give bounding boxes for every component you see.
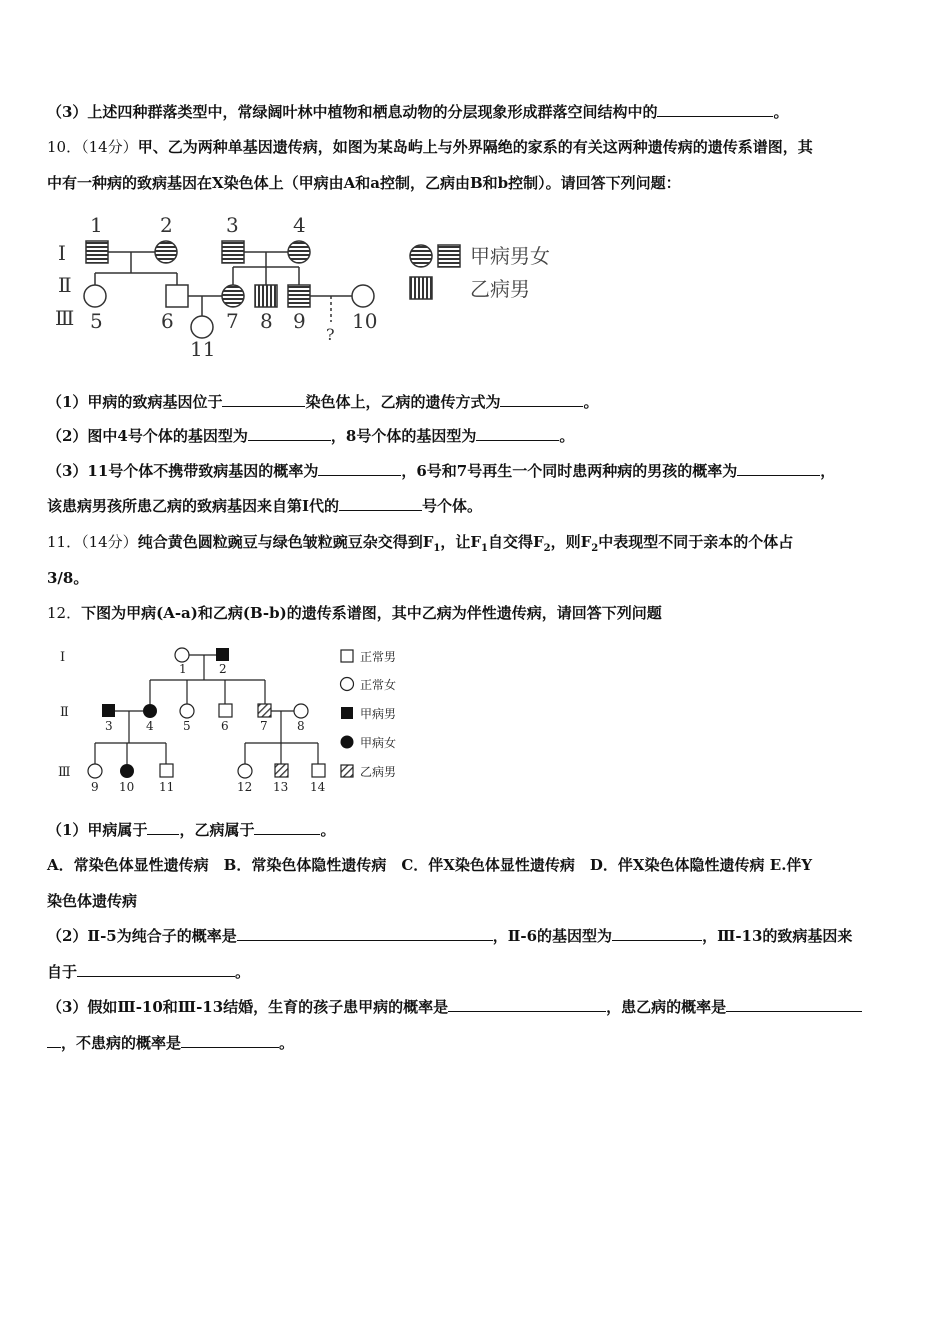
individual-id: 7 [260, 719, 268, 733]
answer-blank-continued[interactable] [47, 1033, 61, 1048]
individual-id: 11 [190, 337, 216, 361]
legend-label: 甲病女 [360, 736, 397, 750]
individual-id: 9 [293, 309, 306, 333]
q12-options-line2: 染色体遗传病 [47, 892, 138, 910]
individual-7-jia-female [222, 285, 244, 307]
individual-1-normal-female [175, 648, 189, 662]
answer-blank[interactable] [181, 1033, 279, 1048]
generation-label: Ⅰ [58, 241, 66, 265]
individual-5-normal-female [84, 285, 106, 307]
individual-10-jia-female [120, 764, 134, 778]
individual-id: 5 [90, 309, 103, 333]
q12-part3-line2: ，不患病的概率是 。 [47, 1033, 294, 1053]
individual-id: 8 [297, 719, 305, 733]
legend-normal-male-symbol [341, 650, 353, 662]
individual-6-normal-male [166, 285, 188, 307]
individual-id: 2 [219, 662, 227, 676]
individual-7-yi-male [258, 704, 271, 717]
q12-part1-line: （1）甲病属于 ，乙病属于 。 [47, 821, 336, 839]
individual-id: 1 [90, 213, 103, 237]
answer-blank[interactable] [657, 102, 773, 117]
generation-label: Ⅰ [60, 650, 66, 665]
answer-blank[interactable] [248, 426, 331, 441]
legend-normal-female-symbol [341, 678, 354, 691]
individual-id: 7 [226, 309, 239, 333]
q12-part2-line2: 自于 。 [47, 963, 251, 981]
individual-4-jia-female [143, 704, 157, 718]
individual-id: 10 [119, 780, 135, 794]
q11-line2: 3/8。 [47, 569, 89, 587]
individual-14-normal-male [312, 764, 325, 777]
unknown-child-mark: ? [326, 325, 335, 344]
generation-label: Ⅲ [55, 306, 75, 330]
q10-part3-line2: 该患病男孩所患乙病的致病基因来自第Ⅰ代的 号个体。 [47, 497, 483, 515]
q10-intro-line2: 中有一种病的致病基因在X染色体上（甲病由A和a控制，乙病由B和b控制）。请回答下列问题： [47, 174, 681, 192]
q10-part1-line: （1）甲病的致病基因位于 染色体上，乙病的遗传方式为 。 [47, 393, 599, 411]
individual-id: 4 [293, 213, 306, 237]
individual-11-normal-female [191, 316, 213, 338]
individual-11-normal-male [160, 764, 173, 777]
individual-id: 4 [146, 719, 154, 733]
legend-jia-female-symbol [410, 245, 432, 267]
individual-8-normal-female [294, 704, 308, 718]
individual-10-normal-female [352, 285, 374, 307]
q10-part2-line: （2）图中4号个体的基因型为 ，8号个体的基因型为 。 [47, 427, 575, 445]
individual-id: 3 [226, 213, 239, 237]
q11-line1: 11．（14分）纯合黄色圆粒豌豆与绿色皱粒豌豆杂交得到$F_1$，让$F_1$自交得$F_2$，则$F_2$中表现型不同于亲本的个体占 [47, 533, 794, 554]
legend-yi-male-symbol [410, 277, 432, 299]
individual-id: 6 [161, 309, 174, 333]
answer-blank[interactable] [77, 962, 235, 977]
individual-13-yi-male [275, 764, 288, 777]
generation-label: Ⅱ [58, 273, 72, 297]
individual-5-normal-female [180, 704, 194, 718]
legend-label: 乙病男 [360, 765, 397, 779]
answer-blank[interactable] [318, 461, 401, 476]
individual-9-normal-female [88, 764, 102, 778]
individual-3-jia-male [222, 241, 244, 263]
generation-label: Ⅲ [58, 765, 71, 780]
legend-yi-label: 乙病男 [470, 277, 530, 301]
individual-12-normal-female [238, 764, 252, 778]
answer-blank[interactable] [237, 926, 493, 941]
legend-yi-male-symbol [341, 765, 353, 777]
individual-id: 2 [160, 213, 173, 237]
q12-options-line1: A．常染色体显性遗传病 B．常染色体隐性遗传病 C．伴X染色体显性遗传病 D．伴X染色体隐性遗传病 E.伴Y [47, 856, 813, 874]
q12-intro-line: 12．下图为甲病(A-a)和乙病(B-b)的遗传系谱图，其中乙病为伴性遗传病，请回答下列问题 [47, 604, 662, 622]
individual-id: 5 [183, 719, 191, 733]
individual-id: 9 [91, 780, 99, 794]
individual-6-normal-male [219, 704, 232, 717]
q12-pedigree-figure [55, 640, 415, 800]
q10-intro-line1: 10．（14分）甲、乙为两种单基因遗传病，如图为某岛屿上与外界隔绝的家系的有关这两种遗传病的遗传系谱图，其 [47, 138, 813, 156]
individual-2-jia-female [155, 241, 177, 263]
legend-label: 正常女 [360, 678, 397, 692]
q10-pedigree-figure [50, 210, 570, 365]
individual-id: 13 [273, 780, 289, 794]
answer-blank[interactable] [476, 426, 559, 441]
individual-id: 3 [105, 719, 113, 733]
answer-blank[interactable] [147, 820, 179, 835]
answer-blank[interactable] [339, 496, 422, 511]
q9-part3-line: （3）上述四种群落类型中，常绿阔叶林中植物和栖息动物的分层现象形成群落空间结构中的 。 [47, 103, 789, 121]
legend-jia-label: 甲病男女 [470, 244, 550, 268]
individual-4-jia-female [288, 241, 310, 263]
answer-blank[interactable] [500, 392, 583, 407]
answer-blank[interactable] [726, 997, 862, 1012]
individual-1-jia-male [86, 241, 108, 263]
individual-id: 11 [159, 780, 175, 794]
legend-label: 甲病男 [360, 707, 397, 721]
q10-part3-line: （3）11号个体不携带致病基因的概率为 ，6号和7号再生一个同时患两种病的男孩的概率为 ， [47, 462, 836, 480]
q12-part3-line: （3）假如Ⅲ-10和Ⅲ-13结婚，生育的孩子患甲病的概率是 ，患乙病的概率是 [47, 997, 862, 1017]
q12-part2-line: （2）Ⅱ-5为纯合子的概率是 ，Ⅱ-6的基因型为 ，Ⅲ-13的致病基因来 [47, 927, 853, 945]
individual-8-yi-male [255, 285, 277, 307]
individual-3-jia-male [102, 704, 115, 717]
individual-id: 1 [179, 662, 187, 676]
answer-blank[interactable] [254, 820, 320, 835]
legend-label: 正常男 [360, 650, 397, 664]
individual-9-jia-male [288, 285, 310, 307]
generation-label: Ⅱ [60, 705, 69, 720]
legend-jia-female-symbol [341, 736, 354, 749]
individual-id: 6 [221, 719, 229, 733]
answer-blank[interactable] [737, 461, 820, 476]
answer-blank[interactable] [612, 926, 702, 941]
individual-id: 14 [310, 780, 326, 794]
individual-id: 10 [352, 309, 378, 333]
individual-id: 8 [260, 309, 273, 333]
answer-blank[interactable] [222, 392, 305, 407]
individual-id: 12 [237, 780, 253, 794]
individual-2-jia-male [216, 648, 229, 661]
answer-blank[interactable] [448, 997, 606, 1012]
legend-jia-male-symbol [438, 245, 460, 267]
legend-jia-male-symbol [341, 707, 353, 719]
